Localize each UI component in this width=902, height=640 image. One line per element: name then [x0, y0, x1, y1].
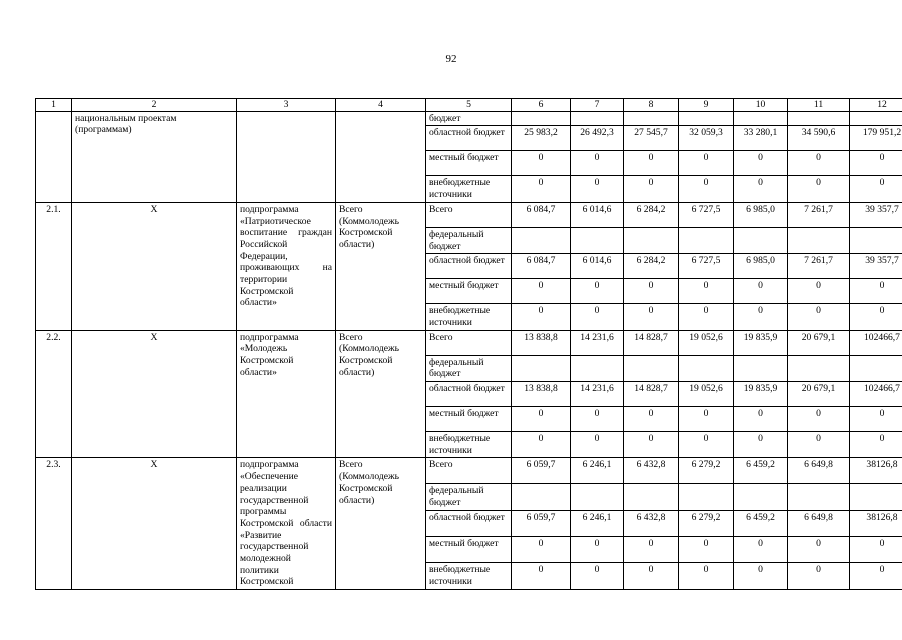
value-cell [679, 111, 734, 126]
value-cell [788, 227, 850, 253]
value-cell: 0 [850, 279, 902, 304]
value-cell: 0 [512, 304, 571, 330]
value-cell: 0 [788, 279, 850, 304]
column-number: 5 [426, 99, 512, 112]
value-cell: 34 590,6 [788, 126, 850, 151]
value-cell: 0 [571, 304, 624, 330]
funding-source-cell: областной бюджет [426, 511, 512, 537]
value-cell: 6 649,8 [788, 511, 850, 537]
funding-source-cell: Всего [426, 458, 512, 484]
subprogram-cell: подпрограмма «Обеспечение реализации государственной программы Костромской области «Развитие государственной молодежной политики Костромской [237, 458, 336, 590]
value-cell: 0 [679, 432, 734, 458]
value-cell [624, 484, 679, 511]
value-cell: 0 [734, 407, 788, 432]
column-number: 3 [237, 99, 336, 112]
value-cell: 102466,7 [850, 330, 902, 355]
value-cell: 6 284,2 [624, 202, 679, 227]
funding-source-cell: Всего [426, 330, 512, 355]
value-cell: 0 [734, 151, 788, 176]
value-cell: 39 357,7 [850, 202, 902, 227]
value-cell: 0 [512, 562, 571, 589]
value-cell: 14 231,6 [571, 330, 624, 355]
value-cell: 0 [679, 407, 734, 432]
value-cell: 6 059,7 [512, 511, 571, 537]
column-number: 1 [36, 99, 72, 112]
value-cell: 6 084,7 [512, 202, 571, 227]
value-cell: 14 828,7 [624, 330, 679, 355]
marker-cell: Х [72, 202, 237, 330]
marker-cell: Х [72, 458, 237, 590]
value-cell: 27 545,7 [624, 126, 679, 151]
value-cell: 13 838,8 [512, 330, 571, 355]
value-cell: 0 [788, 176, 850, 202]
row-number-cell [36, 111, 72, 202]
value-cell: 0 [512, 151, 571, 176]
value-cell: 0 [734, 304, 788, 330]
value-cell: 0 [624, 176, 679, 202]
value-cell [679, 484, 734, 511]
value-cell: 6 246,1 [571, 458, 624, 484]
value-cell: 6 459,2 [734, 458, 788, 484]
row-number-cell: 2.3. [36, 458, 72, 590]
column-number: 10 [734, 99, 788, 112]
value-cell: 38126,8 [850, 458, 902, 484]
value-cell: 0 [679, 151, 734, 176]
executor-cell: Всего (Коммолодежь Костромской области) [336, 458, 426, 590]
funding-source-cell: местный бюджет [426, 279, 512, 304]
value-cell: 0 [571, 151, 624, 176]
value-cell: 6 459,2 [734, 511, 788, 537]
funding-source-cell: внебюджетные источники [426, 176, 512, 202]
value-cell: 0 [850, 407, 902, 432]
value-cell [734, 227, 788, 253]
value-cell: 14 231,6 [571, 382, 624, 407]
value-cell: 6 432,8 [624, 511, 679, 537]
column-number: 9 [679, 99, 734, 112]
column-number: 12 [850, 99, 902, 112]
funding-source-cell: федеральный бюджет [426, 355, 512, 381]
column-number: 11 [788, 99, 850, 112]
value-cell [850, 484, 902, 511]
value-cell [512, 111, 571, 126]
value-cell [571, 484, 624, 511]
column-number: 7 [571, 99, 624, 112]
value-cell: 6 279,2 [679, 511, 734, 537]
column-number: 4 [336, 99, 426, 112]
value-cell: 0 [734, 432, 788, 458]
value-cell: 6 059,7 [512, 458, 571, 484]
value-cell: 0 [624, 151, 679, 176]
page-number: 92 [445, 53, 457, 65]
value-cell: 0 [734, 537, 788, 563]
value-cell: 6 084,7 [512, 254, 571, 279]
value-cell: 0 [679, 562, 734, 589]
value-cell: 0 [788, 407, 850, 432]
column-number: 2 [72, 99, 237, 112]
value-cell: 0 [571, 407, 624, 432]
value-cell: 0 [850, 304, 902, 330]
value-cell: 6 014,6 [571, 254, 624, 279]
value-cell: 38126,8 [850, 511, 902, 537]
value-cell: 0 [571, 432, 624, 458]
value-cell: 0 [679, 537, 734, 563]
funding-source-cell: областной бюджет [426, 126, 512, 151]
funding-source-cell: местный бюджет [426, 537, 512, 563]
value-cell: 0 [788, 537, 850, 563]
value-cell: 6 727,5 [679, 202, 734, 227]
value-cell: 0 [571, 562, 624, 589]
funding-source-cell: внебюджетные источники [426, 304, 512, 330]
funding-source-cell: внебюджетные источники [426, 432, 512, 458]
value-cell [850, 227, 902, 253]
value-cell: 0 [850, 176, 902, 202]
value-cell: 0 [512, 432, 571, 458]
value-cell: 6 727,5 [679, 254, 734, 279]
column-number: 6 [512, 99, 571, 112]
value-cell: 0 [624, 407, 679, 432]
funding-source-cell: внебюджетные источники [426, 562, 512, 589]
funding-source-cell: областной бюджет [426, 382, 512, 407]
subprogram-cell [237, 111, 336, 202]
funding-source-cell: местный бюджет [426, 151, 512, 176]
value-cell: 0 [850, 562, 902, 589]
budget-table [35, 98, 902, 590]
value-cell [850, 355, 902, 381]
value-cell [624, 355, 679, 381]
value-cell: 0 [624, 562, 679, 589]
program-name-cell: национальным проектам (программам) [72, 111, 237, 202]
value-cell: 32 059,3 [679, 126, 734, 151]
value-cell: 6 649,8 [788, 458, 850, 484]
value-cell: 0 [571, 537, 624, 563]
value-cell: 6 014,6 [571, 202, 624, 227]
value-cell: 0 [624, 304, 679, 330]
table-row [36, 330, 902, 355]
value-cell [571, 227, 624, 253]
value-cell: 6 279,2 [679, 458, 734, 484]
value-cell: 0 [788, 151, 850, 176]
value-cell: 0 [571, 279, 624, 304]
value-cell: 20 679,1 [788, 382, 850, 407]
column-number: 8 [624, 99, 679, 112]
value-cell: 19 835,9 [734, 382, 788, 407]
value-cell: 0 [624, 537, 679, 563]
value-cell: 0 [734, 176, 788, 202]
value-cell [734, 111, 788, 126]
value-cell: 0 [624, 432, 679, 458]
value-cell: 0 [788, 562, 850, 589]
row-number-cell: 2.1. [36, 202, 72, 330]
value-cell: 0 [679, 176, 734, 202]
funding-source-cell: бюджет [426, 111, 512, 126]
value-cell [624, 227, 679, 253]
value-cell [512, 355, 571, 381]
value-cell: 7 261,7 [788, 254, 850, 279]
value-cell: 0 [571, 176, 624, 202]
value-cell: 26 492,3 [571, 126, 624, 151]
marker-cell: Х [72, 330, 237, 458]
value-cell [788, 355, 850, 381]
table-row [36, 202, 902, 227]
value-cell: 0 [512, 279, 571, 304]
funding-source-cell: областной бюджет [426, 254, 512, 279]
value-cell: 7 261,7 [788, 202, 850, 227]
value-cell: 39 357,7 [850, 254, 902, 279]
value-cell: 20 679,1 [788, 330, 850, 355]
value-cell [850, 111, 902, 126]
value-cell: 0 [734, 279, 788, 304]
value-cell: 179 951,2 [850, 126, 902, 151]
value-cell: 6 246,1 [571, 511, 624, 537]
funding-source-cell: Всего [426, 202, 512, 227]
table-header-row [36, 99, 902, 112]
value-cell: 0 [624, 279, 679, 304]
value-cell: 0 [788, 432, 850, 458]
subprogram-cell: подпрограмма «Молодежь Костромской области» [237, 330, 336, 458]
table-row [36, 111, 902, 126]
value-cell [734, 355, 788, 381]
row-number-cell: 2.2. [36, 330, 72, 458]
value-cell: 6 284,2 [624, 254, 679, 279]
value-cell: 19 835,9 [734, 330, 788, 355]
funding-source-cell: местный бюджет [426, 407, 512, 432]
value-cell: 0 [512, 407, 571, 432]
table-row [36, 458, 902, 484]
value-cell: 33 280,1 [734, 126, 788, 151]
value-cell: 0 [734, 562, 788, 589]
value-cell [571, 355, 624, 381]
value-cell [624, 111, 679, 126]
value-cell: 25 983,2 [512, 126, 571, 151]
value-cell: 0 [850, 537, 902, 563]
value-cell [571, 111, 624, 126]
value-cell [734, 484, 788, 511]
value-cell: 102466,7 [850, 382, 902, 407]
value-cell: 0 [679, 279, 734, 304]
value-cell [512, 227, 571, 253]
funding-source-cell: федеральный бюджет [426, 484, 512, 511]
value-cell: 14 828,7 [624, 382, 679, 407]
value-cell [788, 484, 850, 511]
value-cell [512, 484, 571, 511]
funding-source-cell: федеральный бюджет [426, 227, 512, 253]
value-cell: 19 052,6 [679, 382, 734, 407]
value-cell: 0 [512, 176, 571, 202]
value-cell: 19 052,6 [679, 330, 734, 355]
value-cell [788, 111, 850, 126]
value-cell: 13 838,8 [512, 382, 571, 407]
value-cell: 0 [788, 304, 850, 330]
value-cell: 6 432,8 [624, 458, 679, 484]
value-cell: 0 [679, 304, 734, 330]
value-cell: 0 [850, 151, 902, 176]
subprogram-cell: подпрограмма «Патриотическое воспитание граждан Российской Федерации, проживающих на территории Костромской области» [237, 202, 336, 330]
value-cell: 6 985,0 [734, 254, 788, 279]
value-cell [679, 227, 734, 253]
executor-cell: Всего (Коммолодежь Костромской области) [336, 330, 426, 458]
executor-cell: Всего (Коммолодежь Костромской области) [336, 202, 426, 330]
value-cell [679, 355, 734, 381]
value-cell: 0 [512, 537, 571, 563]
executor-cell [336, 111, 426, 202]
value-cell: 0 [850, 432, 902, 458]
value-cell: 6 985,0 [734, 202, 788, 227]
